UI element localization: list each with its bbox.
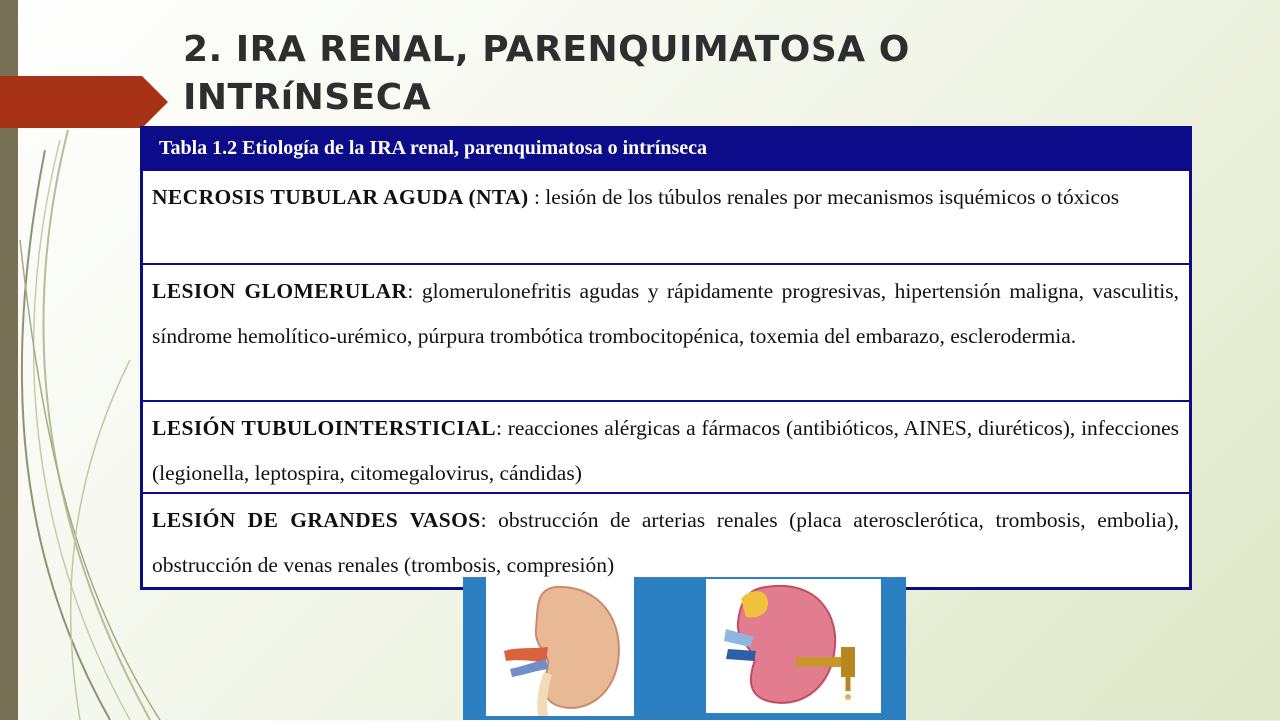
damaged-kidney-illustration: [706, 579, 881, 713]
title-accent-arrow: [0, 76, 168, 128]
table-row-nta: [143, 171, 1189, 265]
row-description: : glomerulonefritis agudas y rápidamente progresivas, hipertensión maligna, vasculitis, síndrome hemolítico-urémico, púrpura trombótica trombocitopénica, toxemia del embarazo, esclerodermia.: [152, 279, 1180, 348]
row-term: LESIÓN TUBULOINTERSTICIAL: [152, 416, 496, 440]
row-description: : reacciones alérgicas a fármacos (antibióticos, AINES, diuréticos), infecciones (legionella, leptospira, citomegalovirus, cándidas): [152, 416, 1179, 485]
row-description: : obstrucción de arterias renales (placa aterosclerótica, trombosis, embolia), obstrucción de venas renales (trombosis, compresión): [152, 508, 1180, 577]
row-term: LESIÓN DE GRANDES VASOS: [152, 508, 481, 532]
table-row-tubulointerstitial: [143, 402, 1189, 494]
slide-title-line-1: 2. IRA RENAL, PARENQUIMATOSA O: [183, 29, 910, 70]
row-term: NECROSIS TUBULAR AGUDA (NTA): [152, 185, 529, 209]
table-row-glomerular: [143, 265, 1189, 402]
etiology-table: [140, 126, 1192, 590]
slide-title-line-2: INTRíNSECA: [183, 77, 432, 118]
table-caption: Tabla 1.2 Etiología de la IRA renal, parenquimatosa o intrínseca: [143, 129, 1189, 171]
row-description: : lesión de los túbulos renales por mecanismos isquémicos o tóxicos: [528, 185, 1120, 209]
row-term: LESION GLOMERULAR: [152, 279, 408, 303]
slide-title: [183, 26, 1083, 122]
kidney-illustration: [486, 577, 634, 716]
